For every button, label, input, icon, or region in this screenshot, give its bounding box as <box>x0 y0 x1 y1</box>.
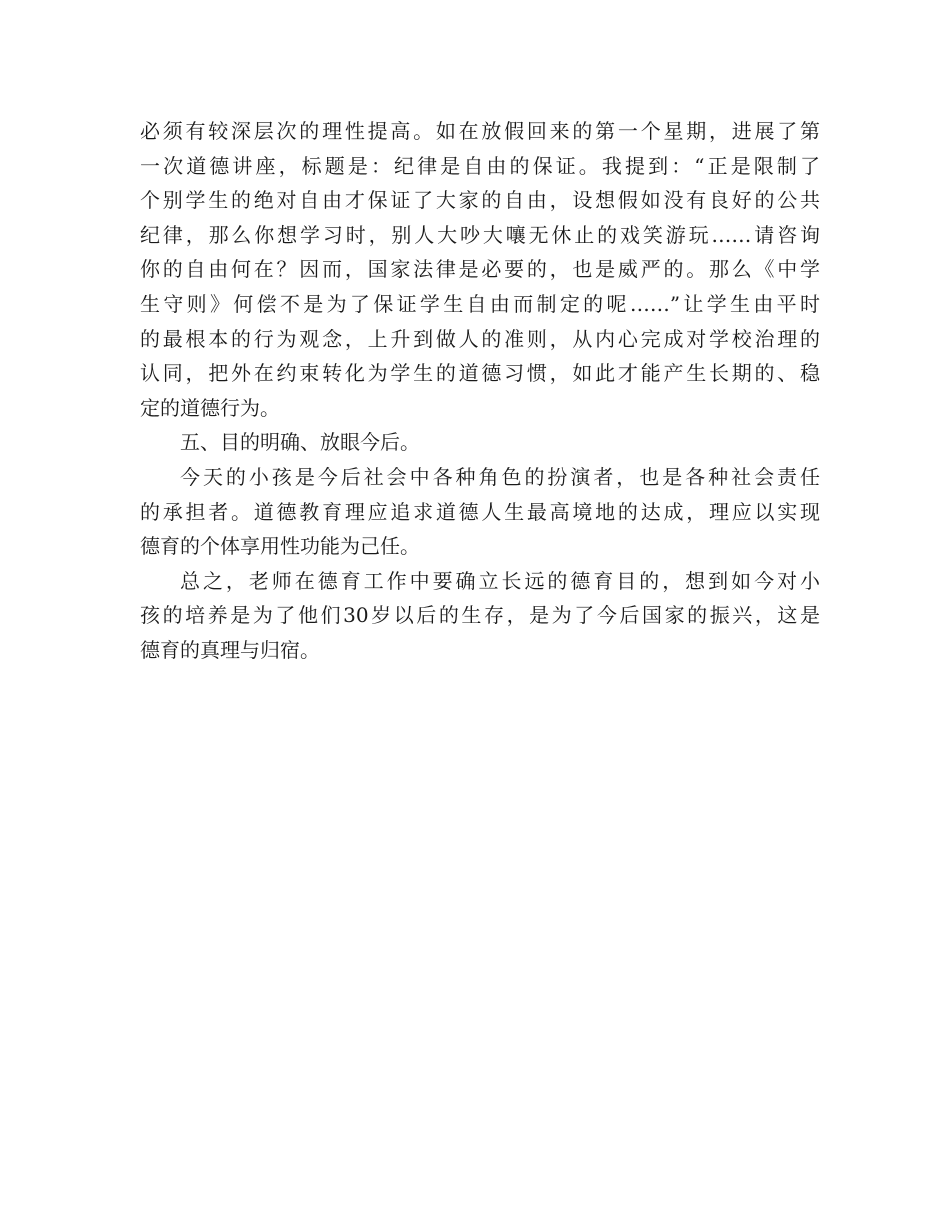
text-line: 纪律，那么你想学习时，别人大吵大嚷无休止的戏笑游玩……请咨询 <box>140 222 820 247</box>
text-line: 德育的个体享用性功能为己任。 <box>140 534 420 559</box>
paragraph-3 <box>140 460 820 564</box>
section-heading <box>140 425 820 460</box>
paragraph-4 <box>140 564 820 668</box>
text-line: 个别学生的绝对自由才保证了大家的自由，设想假如没有良好的公共 <box>140 188 820 213</box>
text-line: 定的道德行为。 <box>140 395 280 420</box>
text-line: 德育的真理与归宿。 <box>140 637 320 662</box>
text-line: 总之，老师在德育工作中要确立长远的德育目的，想到如今对小 <box>180 568 820 593</box>
text-line: 生守则》何偿不是为了保证学生自由而制定的呢……”让学生由平时 <box>140 291 820 316</box>
heading-text: 五、目的明确、放眼今后。 <box>180 430 420 455</box>
text-line: 的承担者。道德教育理应追求道德人生最高境地的达成，理应以实现 <box>140 499 820 524</box>
text-line: 认同，把外在约束转化为学生的道德习惯，如此才能产生长期的、稳 <box>140 361 820 386</box>
text-line: 你的自由何在？因而，国家法律是必要的，也是威严的。那么《中学 <box>140 257 820 282</box>
document-body <box>140 114 820 668</box>
text-line: 今天的小孩是今后社会中各种角色的扮演者，也是各种社会责任 <box>180 464 820 489</box>
text-line: 的最根本的行为观念，上升到做人的准则，从内心完成对学校治理的 <box>140 326 820 351</box>
text-line: 一次道德讲座，标题是：纪律是自由的保证。我提到：“正是限制了 <box>140 153 820 178</box>
text-line: 必须有较深层次的理性提高。如在放假回来的第一个星期，进展了第 <box>140 119 820 143</box>
text-line: 孩的培养是为了他们30岁以后的生存，是为了今后国家的振兴，这是 <box>140 603 820 628</box>
paragraph-1 <box>140 114 820 425</box>
